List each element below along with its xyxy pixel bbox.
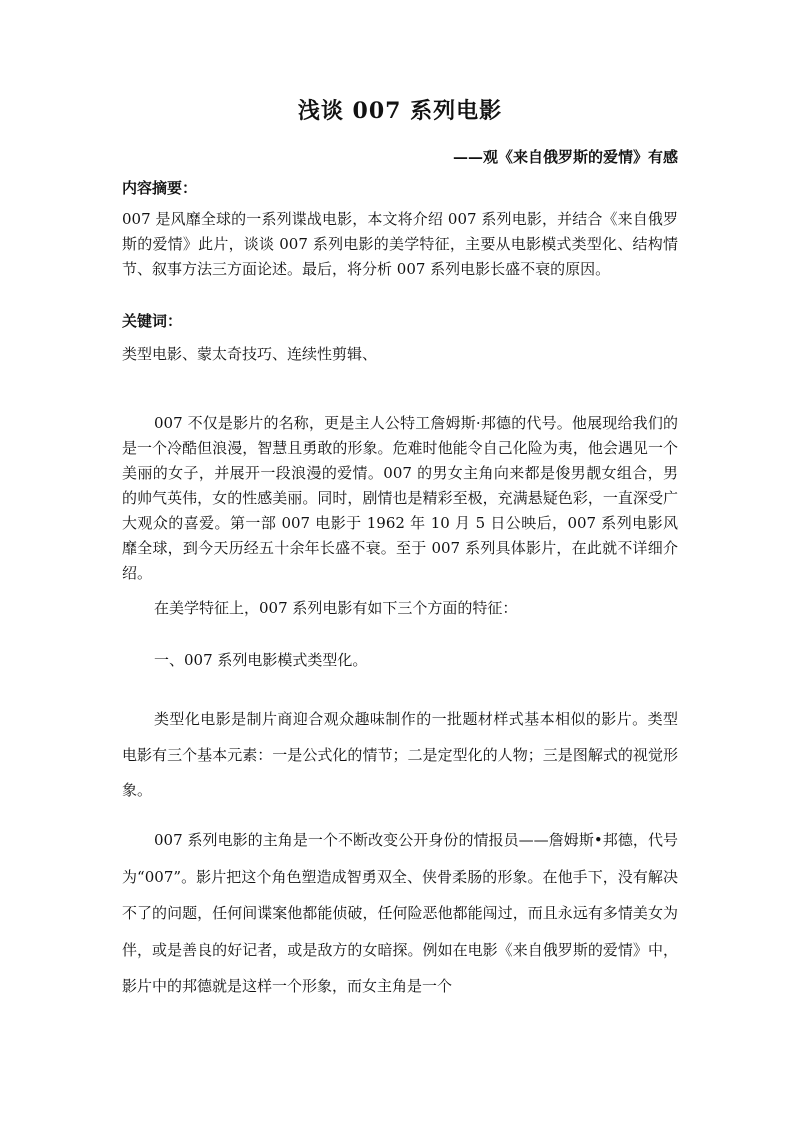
body-paragraph-1: 007 不仅是影片的名称，更是主人公特工詹姆斯·邦德的代号。他展现给我们的是一个冷酷但浪漫，智慧且勇敢的形象。危难时他能令自己化险为夷，他会遇见一个美丽的女子，并展开一段浪漫的爱情。007 的男女主角向来都是俊男靓女组合，男的帅气英伟，女的性感美丽。同时，剧情也是精彩至极，充满悬疑色彩，一直深受广大观众的喜爱。第一部 007 电影于 1962 年 10 月 5 日公映后，007 系列电影风靡全球，到今天历经五十余年长盛不衰。至于 007 系列具体影片，在此就不详细介绍。	[122, 414, 678, 582]
body-paragraph-3: 类型化电影是制片商迎合观众趣味制作的一批题材样式基本相似的影片。类型电影有三个基本元素：一是公式化的情节；二是定型化的人物；三是图解式的视觉形象。	[122, 710, 678, 799]
abstract-text: 007 是风靡全球的一系列谍战电影，本文将介绍 007 系列电影，并结合《来自俄罗斯的爱情》此片，谈谈 007 系列电影的美学特征，主要从电影模式类型化、结构情节、叙事方法三方面论述。最后，将分析 007 系列电影长盛不衰的原因。	[122, 210, 678, 278]
abstract-label: 内容摘要：	[122, 179, 198, 197]
document-title: 浅谈 007 系列电影	[297, 98, 503, 124]
body-paragraph-4: 007 系列电影的主角是一个不断改变公开身份的情报员——詹姆斯•邦德，代号为“007”。影片把这个角色塑造成智勇双全、侠骨柔肠的形象。在他手下，没有解决不了的问题，任何间谍案他都能侦破，任何险恶他都能闯过，而且永远有多情美女为伴，或是善良的好记者，或是敌方的女暗探。例如在电影《来自俄罗斯的爱情》中，影片中的邦德就是这样一个形象，而女主角是一个	[122, 831, 678, 995]
section-heading-1: 一、007 系列电影模式类型化。	[154, 651, 368, 669]
document-subtitle: ——观《来自俄罗斯的爱情》有感	[452, 148, 678, 166]
keywords-text: 类型电影、蒙太奇技巧、连续性剪辑、	[122, 345, 378, 363]
keywords-label: 关键词：	[122, 312, 183, 330]
body-paragraph-2: 在美学特征上，007 系列电影有如下三个方面的特征：	[154, 599, 518, 617]
